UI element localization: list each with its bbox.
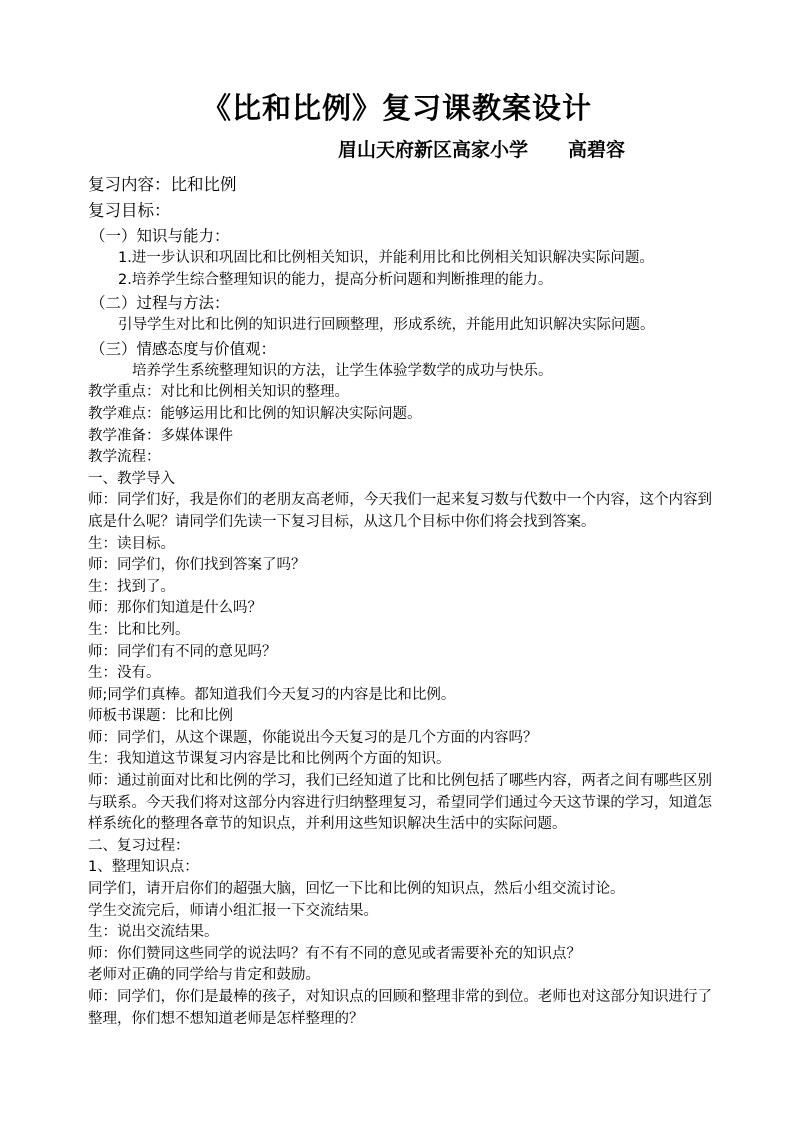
text-line: 师：同学们有不同的意见吗？ bbox=[88, 643, 277, 660]
text-line: （二）过程与方法： bbox=[90, 294, 230, 313]
text-line: 复习内容：比和比例 bbox=[88, 175, 237, 194]
text-line: 复习目标： bbox=[88, 201, 171, 220]
text-line: 学生交流完后，师请小组汇报一下交流结果。 bbox=[88, 902, 378, 919]
text-line: 同学们，请开启你们的超强大脑，回忆一下比和比例的知识点，然后小组交流讨论。 bbox=[88, 881, 625, 898]
text-line: 二、复习过程： bbox=[88, 837, 190, 854]
text-line: 师;同学们真棒。都知道我们今天复习的内容是比和比例。 bbox=[88, 686, 456, 703]
text-line: （一）知识与能力： bbox=[90, 227, 230, 245]
paragraph: 师：同学们好，我是你们的老朋友高老师，今天我们一起来复习数与代数中一个内容，这个内容到底是什么呢？请同学们先读一下复习目标，从这几个目标中你们将会找到答案。 bbox=[88, 492, 712, 530]
text-line: 教学难点：能够运用比和比例的知识解决实际问题。 bbox=[88, 405, 422, 422]
text-line: 生：没有。 bbox=[88, 665, 161, 682]
text-line: 师：同学们，从这个课题，你能说出今天复习的是几个方面的内容吗？ bbox=[88, 729, 538, 746]
text-line: 生：我知道这节课复习内容是比和比例两个方面的知识。 bbox=[88, 751, 451, 768]
paragraph: 师：通过前面对比和比例的学习，我们已经知道了比和比例包括了哪些内容，两者之间有哪些区别与联系。今天我们将对这部分内容进行归纳整理复习，希望同学们通过今天这节课的学习，知道怎样系统化的整理各章节的知识点，并利用这些知识解决生活中的实际问题。 bbox=[88, 773, 712, 833]
text-line: 生：说出交流结果。 bbox=[88, 924, 219, 941]
document-title: 《比和比例》复习课教案设计 bbox=[201, 91, 592, 125]
paragraph: 师：同学们，你们是最棒的孩子，对知识点的回顾和整理非常的到位。老师也对这部分知识进行了整理，你们想不想知道老师是怎样整理的？ bbox=[88, 989, 712, 1027]
text-line: 老师对正确的同学给与肯定和鼓励。 bbox=[88, 967, 320, 984]
text-line: （三）情感态度与价值观： bbox=[90, 339, 277, 358]
text-line: 1、整理知识点： bbox=[88, 859, 199, 876]
text-line: 2.培养学生综合整理知识的能力，提高分析问题和判断推理的能力。 bbox=[118, 271, 553, 288]
text-line: 师：那你们知道是什么吗？ bbox=[88, 600, 262, 617]
text-line: 教学重点：对比和比例相关知识的整理。 bbox=[88, 384, 349, 401]
teacher-name: 高碧容 bbox=[568, 139, 626, 161]
text-line: 培养学生系统整理知识的方法，让学生体验学数学的成功与快乐。 bbox=[132, 362, 553, 379]
text-line: 1.进一步认识和巩固比和比例相关知识，并能利用比和比例相关知识解决实际问题。 bbox=[118, 250, 654, 266]
text-line: 生：比和比列。 bbox=[88, 621, 190, 638]
text-line: 生：读目标。 bbox=[88, 535, 175, 552]
text-line: 师板书课题：比和比例 bbox=[88, 708, 233, 725]
text-line: 师：同学们，你们找到答案了吗？ bbox=[88, 557, 306, 574]
text-line: 生：找到了。 bbox=[88, 578, 175, 595]
text-line: 教学流程： bbox=[88, 449, 161, 466]
document-body bbox=[88, 172, 718, 1030]
text-line: 师：你们赞同这些同学的说法吗？有不有不同的意见或者需要补充的知识点？ bbox=[88, 945, 581, 962]
school-name: 眉山天府新区高家小学 bbox=[338, 139, 529, 161]
text-line: 引导学生对比和比例的知识进行回顾整理，形成系统，并能用此知识解决实际问题。 bbox=[118, 317, 655, 334]
text-line: 一、教学导入 bbox=[88, 470, 175, 487]
author-line bbox=[338, 136, 625, 164]
text-line: 教学准备：多媒体课件 bbox=[88, 427, 233, 444]
